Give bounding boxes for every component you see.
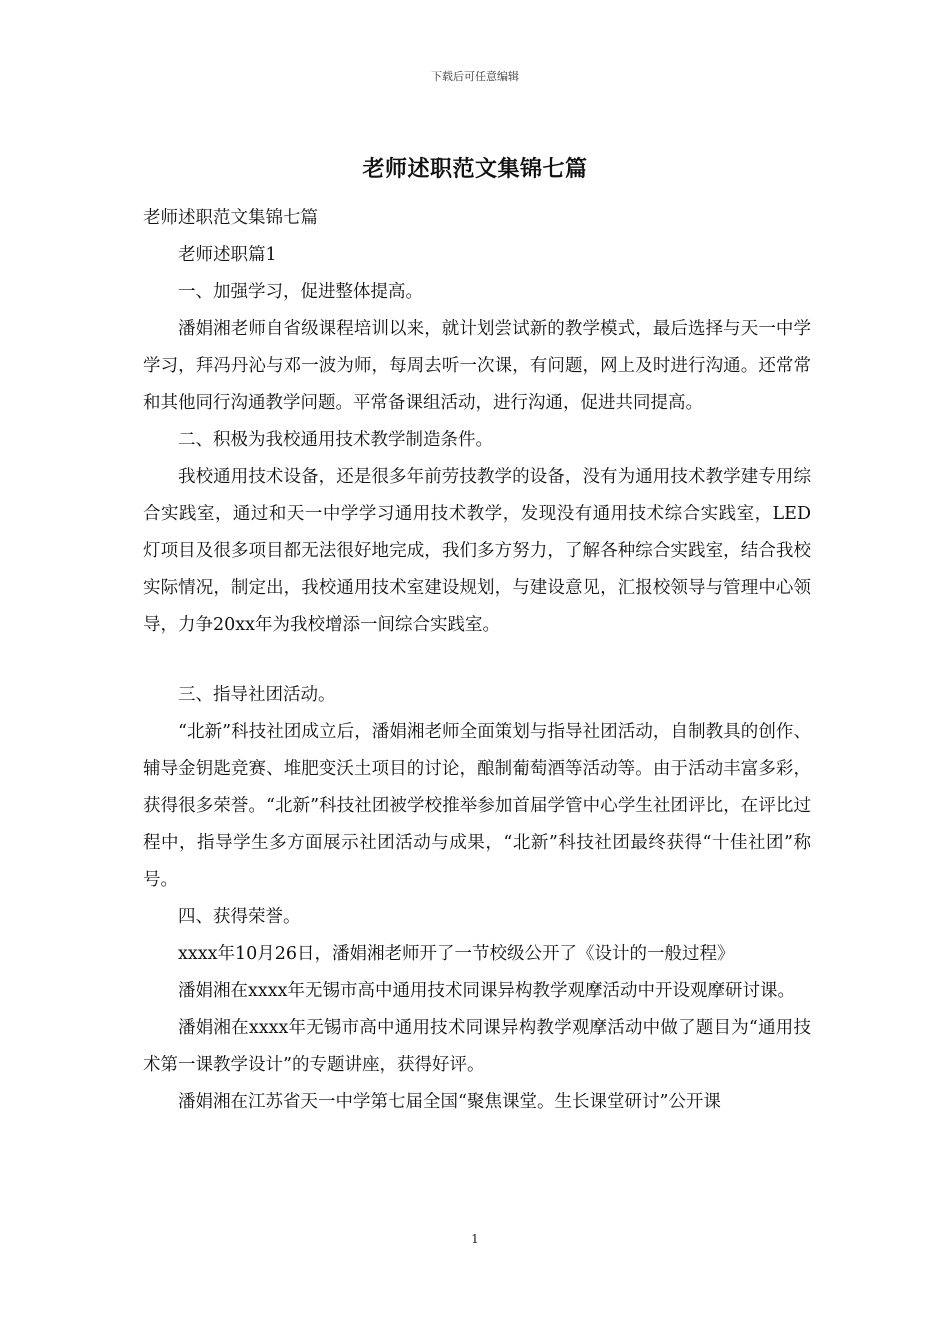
subtitle-paragraph: 老师述职范文集锦七篇 [143, 208, 318, 228]
document-body [143, 200, 811, 1121]
paragraph-learning: 潘娟湘老师自省级课程培训以来，就计划尝试新的教学模式，最后选择与天一中学学习，拜冯丹沁与邓一波为师，每周去听一次课，有问题，网上及时进行沟通。还常常和其他同行沟通教学问题。平常备课组活动，进行沟通，促进共同提高。 [143, 319, 811, 413]
document-title: 老师述职范文集锦七篇 [362, 156, 588, 182]
paragraph-honor-2: 潘娟湘在xxxx年无锡市高中通用技术同课异构教学观摩活动中开设观摩研讨课。 [178, 981, 795, 1001]
page-number: 1 [471, 1232, 479, 1246]
paragraph-honor-4: 潘娟湘在江苏省天一中学第七届全国“聚焦课堂。生长课堂研讨”公开课 [178, 1092, 721, 1112]
paragraph-conditions: 我校通用技术设备，还是很多年前劳技教学的设备，没有为通用技术教学建专用综合实践室，通过和天一中学学习通用技术教学，发现没有通用技术综合实践室，LED灯项目及很多项目都无法很好地完成，我们多方努力，了解各种综合实践室，结合我校实际情况，制定出，我校通用技术室建设规划，与建设意见，汇报校领导与管理中心领导，力争20xx年为我校增添一间综合实践室。 [143, 467, 811, 635]
section-heading-article-1: 老师述职篇1 [178, 245, 277, 265]
heading-honors: 四、获得荣誉。 [178, 907, 301, 927]
heading-strengthen-learning: 一、加强学习，促进整体提高。 [178, 282, 423, 302]
paragraph-club: “北新”科技社团成立后，潘娟湘老师全面策划与指导社团活动，自制教具的创作、辅导金钥匙竞赛、堆肥变沃土项目的讨论，酿制葡萄酒等活动等。由于活动丰富多彩，获得很多荣誉。“北新”科技社团被学校推举参加首届学管中心学生社团评比，在评比过程中，指导学生多方面展示社团活动与成果，“北新”科技社团最终获得“十佳社团”称号。 [143, 722, 811, 890]
heading-club-guidance: 三、指导社团活动。 [178, 685, 336, 705]
paragraph-honor-1: xxxx年10月26日，潘娟湘老师开了一节校级公开了《设计的一般过程》 [178, 944, 735, 964]
heading-create-conditions: 二、积极为我校通用技术教学制造条件。 [178, 430, 493, 450]
header-note: 下载后可任意编辑 [431, 70, 519, 83]
paragraph-honor-3: 潘娟湘在xxxx年无锡市高中通用技术同课异构教学观摩活动中做了题目为“通用技术第一课教学设计”的专题讲座，获得好评。 [143, 1018, 811, 1075]
